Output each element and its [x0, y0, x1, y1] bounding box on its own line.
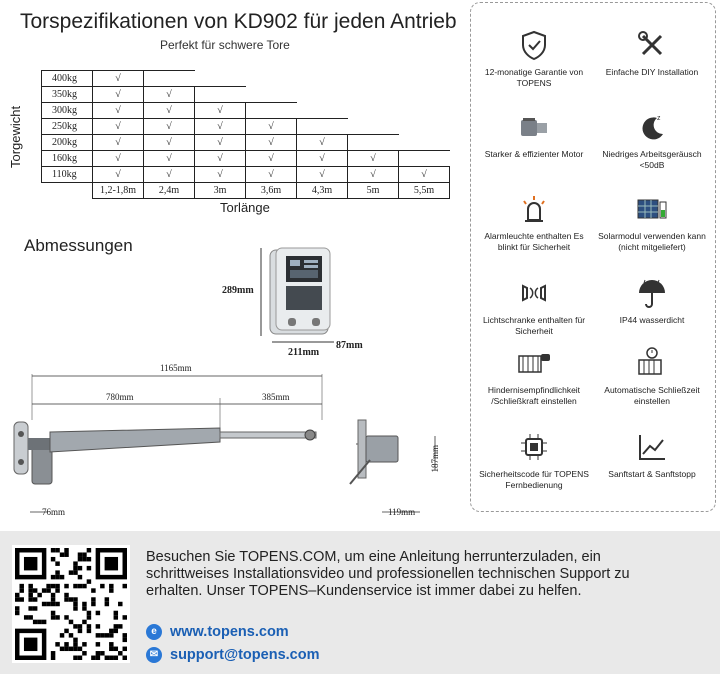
feature-label: Einfache DIY Installation: [605, 67, 699, 77]
stroke-385-label: 385mm: [262, 392, 290, 402]
empty-cell: [297, 71, 348, 87]
check-cell: √: [348, 167, 399, 183]
check-cell: √: [144, 151, 195, 167]
weight-cell: 110kg: [42, 167, 93, 183]
empty-cell: [348, 87, 399, 103]
solar-panel-icon: [635, 192, 669, 226]
check-cell: √: [195, 151, 246, 167]
table-row: [42, 119, 450, 135]
length-cell: 3m: [195, 183, 246, 199]
feature-label: Alarmleuchte enthalten Es blinkt für Sicherheit: [484, 231, 584, 252]
box-height-label: 289mm: [222, 285, 254, 296]
weight-cell: 400kg: [42, 71, 93, 87]
length-cell: 5,5m: [399, 183, 450, 199]
feature-label: IP44 wasserdicht: [619, 315, 685, 325]
y-axis-label: Torgewicht: [8, 105, 23, 169]
empty-cell: [399, 87, 450, 103]
feature-item: [474, 276, 594, 337]
weight-cell: 160kg: [42, 151, 93, 167]
check-cell: √: [399, 167, 450, 183]
check-cell: √: [93, 167, 144, 183]
stroke-780-label: 780mm: [106, 392, 134, 402]
page-subtitle: Perfekt für schwere Tore: [160, 38, 290, 52]
actuator-drawing: [10, 362, 470, 522]
dimensions-title: Abmessungen: [24, 236, 133, 255]
check-cell: √: [144, 119, 195, 135]
check-cell: √: [195, 135, 246, 151]
svg-text:z: z: [657, 115, 661, 122]
check-cell: √: [93, 87, 144, 103]
weight-cell: 200kg: [42, 135, 93, 151]
empty-cell: [399, 119, 450, 135]
feature-label: Automatische Schließzeit einstellen: [604, 385, 700, 406]
box-width-line: [270, 338, 336, 346]
corner-cell: [42, 183, 93, 199]
empty-cell: [246, 71, 297, 87]
check-cell: √: [144, 167, 195, 183]
side-119-label: 119mm: [388, 507, 416, 517]
globe-icon: e: [146, 624, 162, 640]
tools-icon: [635, 28, 669, 62]
obstacle-gate-icon: [517, 346, 551, 380]
check-cell: √: [144, 87, 195, 103]
footer: [0, 531, 720, 674]
length-cell: 5m: [348, 183, 399, 199]
spec-table: [41, 70, 450, 199]
empty-cell: [246, 87, 297, 103]
empty-cell: [297, 87, 348, 103]
weight-cell: 250kg: [42, 119, 93, 135]
feature-label: Starker & effizienter Motor: [484, 149, 584, 159]
empty-cell: [399, 135, 450, 151]
length-cell: 2,4m: [144, 183, 195, 199]
check-cell: √: [297, 151, 348, 167]
x-axis-label: Torlänge: [220, 200, 270, 215]
photocell-icon: [517, 276, 551, 310]
feature-label: 12-monatige Garantie von TOPENS: [484, 67, 584, 88]
bracket-76-label: 76mm: [42, 507, 66, 517]
empty-cell: [348, 135, 399, 151]
length-row: [42, 183, 450, 199]
total-length-label: 1165mm: [160, 363, 192, 373]
empty-cell: [348, 119, 399, 135]
website-link[interactable]: e www.topens.com: [146, 624, 289, 640]
check-cell: √: [93, 151, 144, 167]
empty-cell: [195, 71, 246, 87]
check-cell: √: [93, 135, 144, 151]
table-row: [42, 103, 450, 119]
feature-item: [474, 28, 594, 89]
feature-item: [592, 192, 712, 253]
empty-cell: [399, 103, 450, 119]
empty-cell: [297, 103, 348, 119]
table-row: [42, 71, 450, 87]
check-cell: √: [195, 119, 246, 135]
feature-label: Solarmodul verwenden kann (nicht mitgeliefert): [598, 231, 706, 252]
box-height-line: [256, 246, 266, 338]
table-row: [42, 135, 450, 151]
mail-icon: ✉: [146, 647, 162, 663]
box-depth-label: 87mm: [336, 340, 363, 351]
umbrella-icon: [635, 276, 669, 310]
table-row: [42, 151, 450, 167]
check-cell: √: [246, 135, 297, 151]
control-box-image: [268, 246, 334, 338]
length-cell: 3,6m: [246, 183, 297, 199]
empty-cell: [246, 103, 297, 119]
check-cell: √: [297, 135, 348, 151]
check-cell: √: [93, 119, 144, 135]
feature-item: [592, 430, 712, 480]
alarm-light-icon: [517, 192, 551, 226]
feature-label: Sanftstart & Sanftstopp: [608, 469, 696, 479]
feature-item: [474, 192, 594, 253]
check-cell: √: [297, 167, 348, 183]
table-row: [42, 167, 450, 183]
feature-item: [592, 346, 712, 407]
shield-check-icon: [517, 28, 551, 62]
weight-cell: 350kg: [42, 87, 93, 103]
empty-cell: [144, 71, 195, 87]
feature-label: Niedriges Arbeitsgeräusch <50dB: [602, 149, 702, 170]
empty-cell: [399, 71, 450, 87]
weight-cell: 300kg: [42, 103, 93, 119]
check-cell: √: [93, 71, 144, 87]
check-cell: √: [195, 103, 246, 119]
table-row: [42, 87, 450, 103]
qr-code[interactable]: [12, 545, 130, 663]
empty-cell: [348, 71, 399, 87]
empty-cell: [399, 151, 450, 167]
feature-item: [474, 346, 594, 407]
feature-item: [592, 110, 712, 171]
feature-label: Lichtschranke enthalten für Sicherheit: [482, 315, 586, 336]
feature-item: [592, 28, 712, 78]
feature-item: [474, 430, 594, 491]
feature-label: Hindernisempfindlichkeit /Schließkraft einstellen: [487, 385, 581, 406]
sleep-icon: [635, 110, 669, 144]
check-cell: √: [144, 103, 195, 119]
email-link[interactable]: ✉ support@topens.com: [146, 647, 319, 663]
box-width-label: 211mm: [288, 347, 320, 358]
check-cell: √: [246, 151, 297, 167]
side-187-label: 187mm: [430, 445, 440, 473]
footer-text: Besuchen Sie TOPENS.COM, um eine Anleitung herrunterzuladen, ein schrittweises Installationsvideo und professionellen technischen Support zu erhalten. Unser TOPENS–Kundenservice ist immer dabei zu helfen.: [146, 549, 630, 599]
feature-item: [592, 276, 712, 326]
empty-cell: [297, 119, 348, 135]
check-cell: √: [144, 135, 195, 151]
chip-icon: [517, 430, 551, 464]
feature-label: Sicherheitscode für TOPENS Fernbedienung: [479, 469, 589, 490]
feature-item: [474, 110, 594, 160]
length-cell: 1,2-1,8m: [93, 183, 144, 199]
check-cell: √: [93, 103, 144, 119]
check-cell: √: [246, 119, 297, 135]
empty-cell: [348, 103, 399, 119]
check-cell: √: [195, 167, 246, 183]
check-cell: √: [246, 167, 297, 183]
empty-cell: [195, 87, 246, 103]
length-cell: 4,3m: [297, 183, 348, 199]
auto-close-gate-icon: [635, 346, 669, 380]
motor-icon: [517, 110, 551, 144]
chart-icon: [635, 430, 669, 464]
check-cell: √: [348, 151, 399, 167]
page-title: Torspezifikationen von KD902 für jeden Antrieb: [20, 10, 457, 33]
